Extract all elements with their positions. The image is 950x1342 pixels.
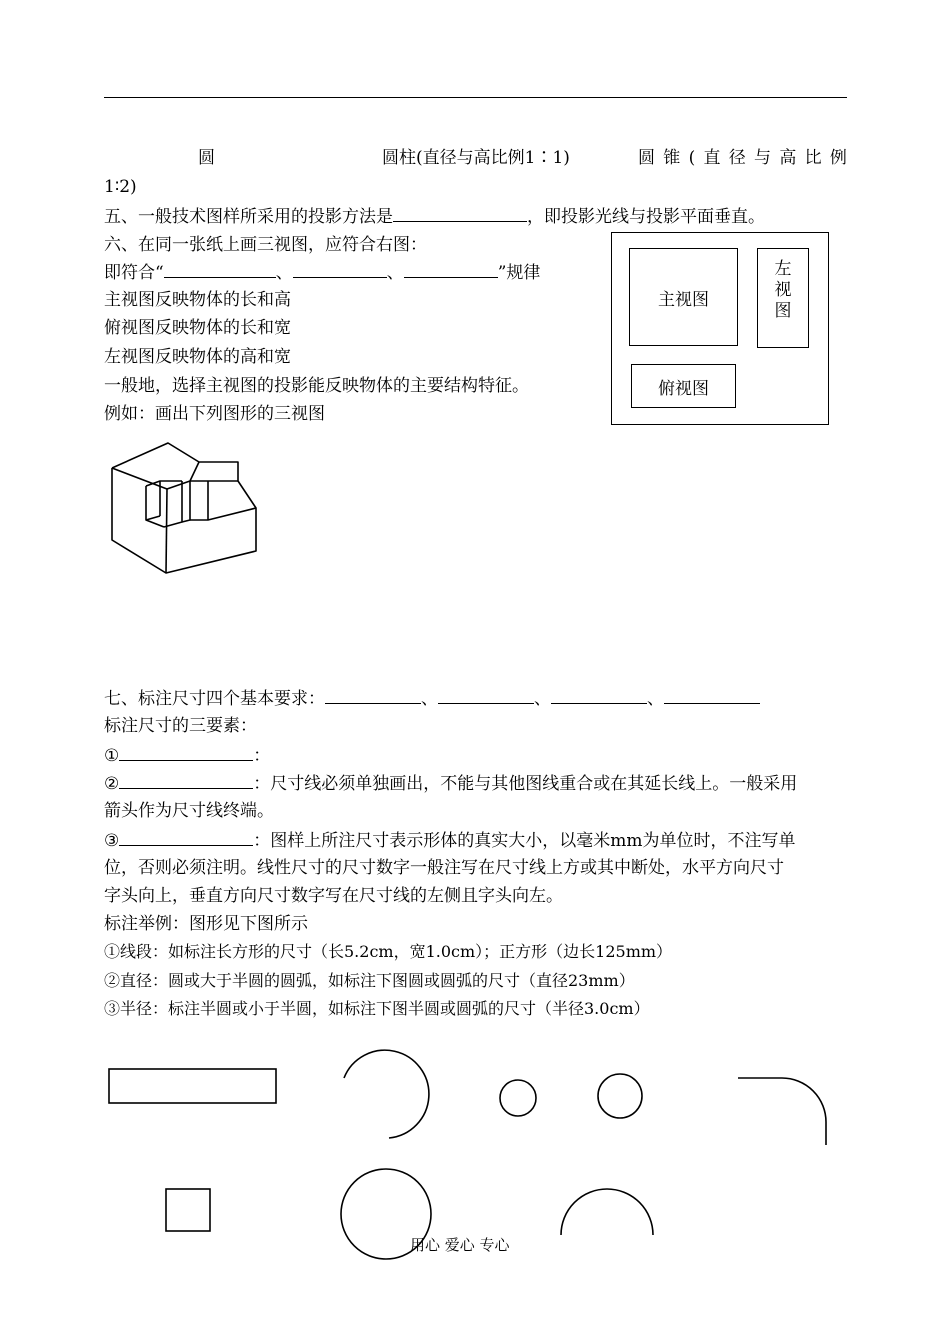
rectangle-figure <box>109 1069 276 1103</box>
label-circle: 圆 <box>198 148 215 168</box>
section6-line7: 例如：画出下列图形的三视图 <box>104 404 325 424</box>
section7-title: 七、标注尺寸四个基本要求： <box>104 689 325 709</box>
example-radius: ③半径：标注半圆或小于半圆，如标注下图半圆或圆弧的尺寸（半径3.0cm） <box>104 999 650 1018</box>
medium-circle-figure <box>598 1074 642 1118</box>
element-item-3-cont1: 位，否则必须注明。线性尺寸的尺寸数字一般注写在尺寸线上方或其中断处，水平方向尺寸 <box>104 858 784 878</box>
square-figure <box>166 1189 210 1231</box>
quote-close: ”规律 <box>497 263 541 283</box>
section5-text: 五、一般技术图样所采用的投影方法是 <box>104 207 393 227</box>
separator: 、 <box>647 689 664 709</box>
top-view-label: 俯视图 <box>658 378 709 399</box>
quarter-arc-figure <box>738 1078 826 1145</box>
cone-char: 比 <box>804 148 822 168</box>
cone-char: 直 <box>703 148 721 168</box>
semicircle-figure <box>561 1189 653 1235</box>
left-view-char: 图 <box>774 301 792 321</box>
item-number: ① <box>104 746 120 766</box>
small-circle-figure <box>500 1080 536 1116</box>
item-number: ② <box>104 774 120 794</box>
cone-char: 例 <box>829 148 847 168</box>
item-number: ③ <box>104 831 120 851</box>
item-colon: ： <box>253 746 271 766</box>
left-view-char: 左 <box>774 259 792 279</box>
section5-text-end: ，即投影光线与投影平面垂直。 <box>527 207 765 227</box>
three-elements-title: 标注尺寸的三要素： <box>104 716 257 736</box>
cone-char: 径 <box>728 148 746 168</box>
section6-line1: 六、在同一张纸上画三视图，应符合右图： <box>104 235 427 255</box>
label-cylinder: 圆柱(直径与高比例1∶1) <box>382 148 570 168</box>
cone-char: 圆 <box>638 148 655 168</box>
separator: 、 <box>386 263 404 283</box>
section6-line4: 俯视图反映物体的长和宽 <box>104 318 291 338</box>
item-text: ：图样上所注尺寸表示形体的真实大小，以毫米mm为单位时，不注写单 <box>253 831 796 851</box>
element-item-3-cont2: 字头向上，垂直方向尺寸数字写在尺寸线的左侧且字头向左。 <box>104 886 563 906</box>
large-arc-figure <box>344 1050 429 1138</box>
separator: 、 <box>534 689 551 709</box>
section6-line6: 一般地，选择主视图的投影能反映物体的主要结构特征。 <box>104 376 529 396</box>
cone-char: ( <box>688 148 696 168</box>
example-diameter: ②直径：圆或大于半圆的圆弧，如标注下图圆或圆弧的尺寸（直径23mm） <box>104 971 635 990</box>
separator: 、 <box>421 689 438 709</box>
footer-text: 用心 爱心 专心 <box>410 1236 510 1254</box>
label-cone-continued: 1∶2) <box>104 177 137 197</box>
quote-open: 即符合“ <box>104 263 164 283</box>
section6-line5: 左视图反映物体的高和宽 <box>104 347 291 367</box>
cone-char: 锥 <box>663 148 681 168</box>
front-view-label: 主视图 <box>658 289 709 310</box>
example-line-segment: ①线段：如标注长方形的尺寸（长5.2cm，宽1.0cm）；正方形（边长125mm） <box>104 942 673 961</box>
example-title: 标注举例：图形见下图所示 <box>104 914 308 934</box>
left-view-char: 视 <box>774 280 792 300</box>
cone-char: 高 <box>779 148 797 168</box>
cone-char: 与 <box>754 148 772 168</box>
element-item-2-cont: 箭头作为尺寸线终端。 <box>104 801 274 821</box>
section6-line3: 主视图反映物体的长和高 <box>104 290 291 310</box>
separator: 、 <box>275 263 293 283</box>
item-text: ：尺寸线必须单独画出，不能与其他图线重合或在其延长线上。一般采用 <box>253 774 798 794</box>
